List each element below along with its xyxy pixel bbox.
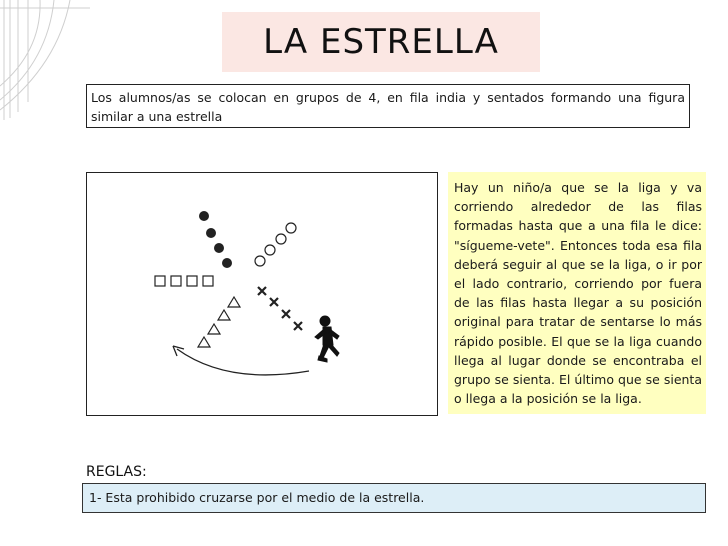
game-description: Hay un niño/a que se la liga y va corriendo alrededor de las filas formadas hasta que a una fila le dice: "sígueme-vete". Entonces toda esa fila deberá seguir al que se la liga, o ir por el lado contrario, corriendo por fuera de las filas hasta llegar a su posición original para tratar de sentarse lo más rápido posible. El que se la liga cuando llega al lugar donde se encontraba el grupo se sienta. El último que se sienta o llega a la posición se la liga. <box>448 172 706 414</box>
page-title: LA ESTRELLA <box>222 12 540 72</box>
squares-group <box>155 276 213 286</box>
crosses-group <box>258 287 302 330</box>
triangle-marker <box>218 310 230 320</box>
star-formation-diagram <box>86 172 438 416</box>
square-marker <box>155 276 165 286</box>
cross-marker <box>270 298 278 306</box>
curved-arrow-line <box>177 349 309 375</box>
rule-item: 1- Esta prohibido cruzarse por el medio de la estrella. <box>82 483 706 513</box>
cross-marker <box>294 322 302 330</box>
triangle-marker <box>198 337 210 347</box>
cross-marker <box>282 310 290 318</box>
hollow-circles-group <box>255 223 296 266</box>
square-marker <box>203 276 213 286</box>
filled-circles-group <box>199 211 232 268</box>
filled-circle <box>206 228 216 238</box>
diagram-drawing <box>87 173 437 415</box>
intro-text: Los alumnos/as se colocan en grupos de 4, en fila india y sentados formando una figura similar a una estrella <box>86 84 690 128</box>
filled-circle <box>222 258 232 268</box>
filled-circle <box>199 211 209 221</box>
cross-marker <box>258 287 266 295</box>
rules-heading: REGLAS: <box>86 464 147 480</box>
triangles-group <box>198 297 240 347</box>
hollow-circle <box>265 245 275 255</box>
runner-icon <box>315 316 339 362</box>
filled-circle <box>214 243 224 253</box>
arrow-head-icon <box>173 346 184 356</box>
square-marker <box>187 276 197 286</box>
square-marker <box>171 276 181 286</box>
hollow-circle <box>276 234 286 244</box>
hollow-circle <box>286 223 296 233</box>
triangle-marker <box>228 297 240 307</box>
hollow-circle <box>255 256 265 266</box>
triangle-marker <box>208 324 220 334</box>
